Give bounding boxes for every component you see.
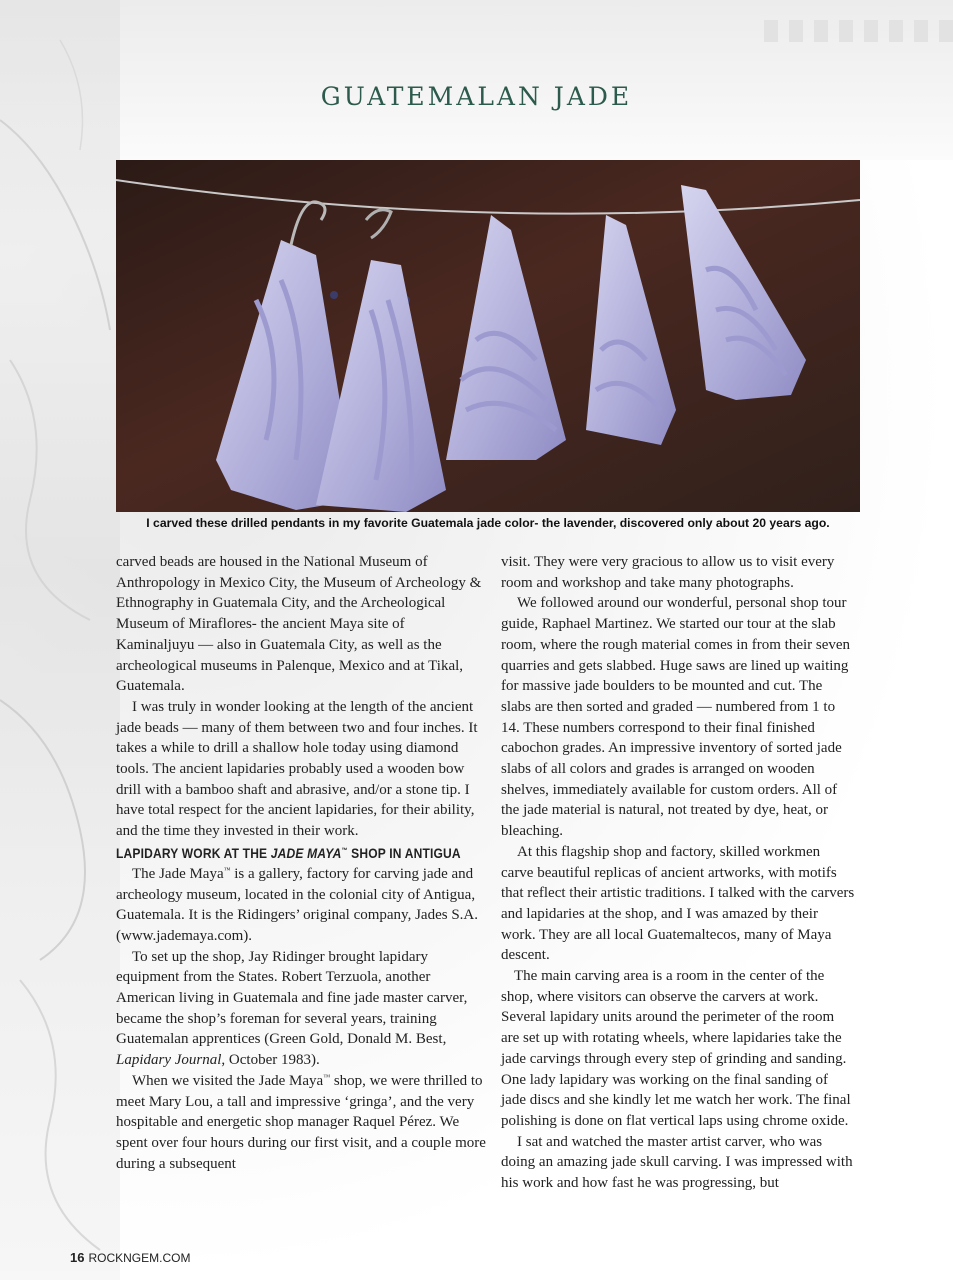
- left-paragraph-3: [116, 864, 486, 947]
- p5-tm: ™: [323, 1072, 331, 1081]
- right-paragraph-1: visit. They were very gracious to allow us to visit every room and workshop and take many photographs.: [501, 554, 835, 591]
- p3-part-b: is a gallery, factory for carving jade and archeology museum, located in the colonial city of Antigua, Guatemala. It is the Ridingers’ original company, Jades S.A. (www.jademaya.com).: [116, 865, 478, 944]
- decorative-dashes: [763, 20, 953, 42]
- left-paragraph-5: [116, 1071, 486, 1175]
- page-title: GUATEMALAN JADE: [320, 82, 633, 111]
- photo-caption: I carved these drilled pendants in my favorite Guatemala jade color- the lavender, discovered only about 20 years ago.: [146, 516, 830, 530]
- left-paragraph-2: I was truly in wonder looking at the length of the ancient jade beads — many of them between two and four inches. It takes a while to drill a shallow hole today using diamond tools. The ancient lapidaries probably used a wooden bow drill with a bamboo shaft and abrasive, and/or a stone tip. I have total respect for the ancient lapidaries, for their ability, and the time they invested in their work.: [116, 698, 478, 840]
- p5-part-b: shop, we were thrilled to meet Mary Lou, a tall and impressive ‘gringa’, and the very hospitable and energetic shop manager Raquel Pérez. We spent over four hours during our first visit, and a couple more during a subsequent: [116, 1072, 486, 1172]
- heading-part-a: LAPIDARY WORK AT THE: [116, 844, 271, 861]
- p4-part-b: , October 1983).: [221, 1052, 320, 1069]
- jade-pendants-photo: [116, 160, 860, 512]
- p3-tm: ™: [223, 865, 231, 874]
- heading-part-b: JADE MAYA: [270, 844, 342, 861]
- p3-part-a: The Jade Maya: [132, 865, 224, 882]
- right-paragraph-2: We followed around our wonderful, personal shop tour guide, Raphael Martinez. We started our tour at the slab room, where the rough material comes in from their seven quarries and gets slabbed. Huge saws are lined up waiting for massive jade boulders to be mounted and cut. The slabs are then sorted and graded — numbered from 1 to 14. These numbers correspond to their final finished cabochon grades. An impressive inventory of sorted jade slabs of all colors and grades is arranged on wooden shelves, immediately available for custom orders. All of the jade material is natural, not treated by dye, heat, or bleaching.: [501, 595, 851, 840]
- pendants-illustration: [116, 160, 860, 512]
- p4-italic: Lapidary Journal: [116, 1052, 222, 1069]
- left-paragraph-1: carved beads are housed in the National Museum of Anthropology in Mexico City, the Museum of Archeology & Ethnography in Guatemala City, and the Archeological Museum of Miraflores- the ancient Maya site of Kaminaljuyu — also in Guatemala City, as well as the archeological museums in Palenque, Mexico and at Tikal, Guatemala.: [116, 554, 482, 695]
- p4-part-a: To set up the shop, Jay Ridinger brought lapidary equipment from the States. Robert Terzuola, another American living in Guatemala and fine jade master carver, became the shop’s foreman for several years, training Guatemalan apprentices (Green Gold, Donald M. Best,: [116, 948, 468, 1048]
- marble-veins: [0, 0, 120, 1280]
- heading-part-c: SHOP IN ANTIGUA: [347, 844, 461, 861]
- left-column: [116, 552, 486, 1174]
- right-paragraph-5: I sat and watched the master artist carver, who was doing an amazing jade skull carving. I was impressed with his work and how fast he was progressing, but: [501, 1133, 853, 1192]
- section-heading: [116, 842, 461, 864]
- left-texture: [0, 0, 120, 1280]
- page-footer: [70, 1250, 190, 1265]
- site-name: ROCKNGEM.COM: [88, 1251, 191, 1265]
- page-number: 16: [70, 1250, 85, 1265]
- left-paragraph-4: [116, 947, 486, 1071]
- right-paragraph-4: The main carving area is a room in the center of the shop, where visitors can observe the carvers at work. Several lapidary units around the perimeter of the room are set up with rotating wheels, where lapidaries take the jade carvings through every step of grinding and sanding. One lady lapidary was working on the final sanding of jade discs and she kindly let me watch her work. The final polishing is done on flat vertical laps using chrome oxide.: [501, 968, 851, 1129]
- heading-tm: ™: [341, 847, 348, 855]
- p5-part-a: When we visited the Jade Maya: [132, 1072, 324, 1089]
- right-column: [501, 552, 856, 1194]
- right-paragraph-3: At this flagship shop and factory, skilled workmen carve beautiful replicas of ancient artworks, with motifs that reflect their artistic traditions. I talked with the carvers and lapidaries at the shop, and I was amazed by their work. They are all local Guatemaltecos, many of Maya descent.: [501, 843, 855, 964]
